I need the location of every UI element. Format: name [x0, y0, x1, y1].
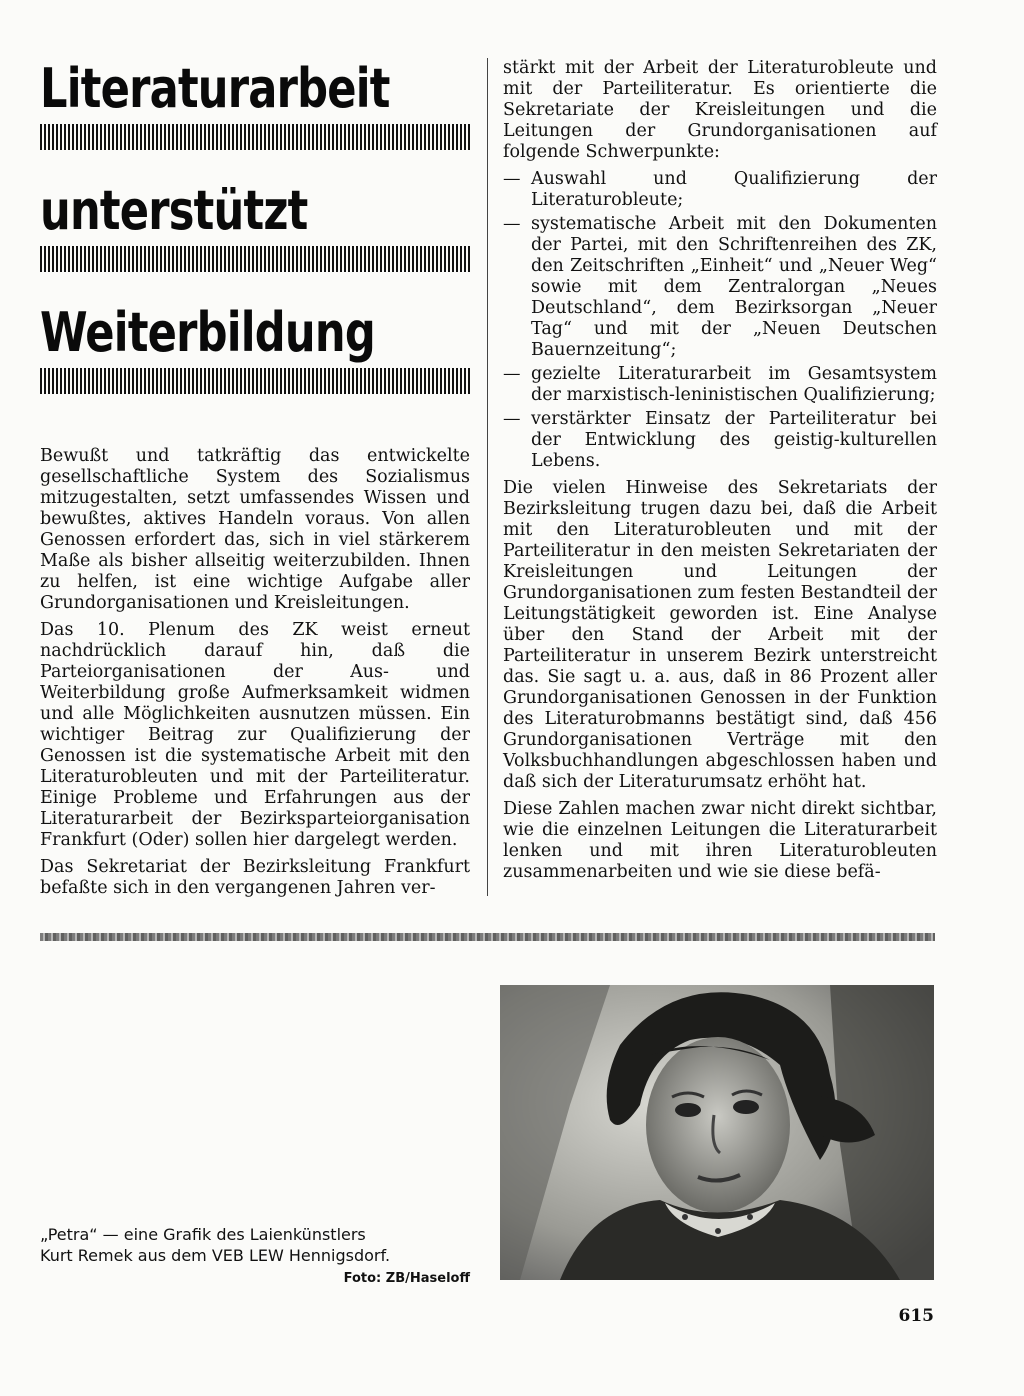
- list-item: [503, 364, 937, 406]
- page-number: 615: [898, 1306, 934, 1326]
- dash-bullet: —: [503, 409, 521, 429]
- headline-rule-1: [40, 124, 472, 150]
- paragraph: Bewußt und tatkräftig das entwickelte gesellschaftliche System des Sozialismus mitzugestalten, setzt umfassendes Wissen und bewußtes, aktives Handeln voraus. Von allen Genossen erfordert das, sich in viel stärkerem Maße als bisher allseitig weiterzubilden. Ihnen zu helfen, ist eine wichtige Aufgabe aller Grundorganisationen und Kreisleitungen.: [40, 446, 470, 613]
- section-divider: [40, 933, 935, 941]
- headline-rule-3: [40, 368, 472, 394]
- portrait-drawing: [500, 985, 934, 1280]
- photo-caption: [40, 1224, 470, 1289]
- headline-line-2: unterstützt: [40, 179, 308, 242]
- caption-line-2: Kurt Remek aus dem VEB LEW Hennigsdorf.: [40, 1246, 391, 1265]
- paragraph: Diese Zahlen machen zwar nicht direkt sichtbar, wie die einzelnen Leitungen die Literaturarbeit lenken und mit ihren Literaturobleuten zusammenarbeiten und wie sie diese befä-: [503, 799, 937, 882]
- list-item-text: gezielte Literaturarbeit im Gesamtsystem der marxistisch-leninistischen Qualifizierung;: [531, 364, 937, 405]
- headline: [40, 58, 476, 424]
- list-item: [503, 169, 937, 211]
- paragraph: Die vielen Hinweise des Sekretariats der Bezirksleitung trugen dazu bei, daß die Arbeit mit den Literaturobleuten und mit der Parteiliteratur in den meisten Sekretariaten der Kreisleitungen und Leitungen der Grundorganisationen zum festen Bestandteil der Leitungstätigkeit geworden ist. Eine Analyse über den Stand der Arbeit mit der Parteiliteratur in unserem Bezirk unterstreicht das. Sie sagt u. a. aus, daß in 86 Prozent aller Grundorganisationen Genossen in der Funktion des Literaturobmanns bestätigt sind, daß 456 Grundorganisationen Verträge mit den Volksbuchhandlungen abgeschlossen haben und daß sich der Literaturumsatz erhöht hat.: [503, 478, 937, 792]
- dash-bullet: —: [503, 169, 521, 189]
- headline-line-3: Weiterbildung: [40, 301, 375, 364]
- list-item-text: verstärkter Einsatz der Parteiliteratur bei der Entwicklung des geistig-kulturellen Lebens.: [531, 409, 937, 471]
- paragraph: stärkt mit der Arbeit der Literaturobleute und mit der Parteiliteratur. Es orientierte die Sekretariate der Kreisleitungen und die Leitungen der Grundorganisationen auf folgende Schwerpunkte:: [503, 58, 937, 162]
- dash-bullet: —: [503, 214, 521, 234]
- paragraph: Das 10. Plenum des ZK weist erneut nachdrücklich darauf hin, daß die Parteiorganisationen der Aus- und Weiterbildung große Aufmerksamkeit widmen und alle Möglichkeiten ausnutzen müssen. Ein wichtiger Beitrag zur Qualifizierung der Genossen ist die systematische Arbeit mit den Literaturobleuten und mit der Parteiliteratur. Einige Probleme und Erfahrungen aus der Literaturarbeit der Bezirksparteiorganisation Frankfurt (Oder) sollen hier dargelegt werden.: [40, 620, 470, 850]
- list-item-text: Auswahl und Qualifizierung der Literaturobleute;: [531, 169, 937, 210]
- caption-line-1: „Petra“ — eine Grafik des Laienkünstlers: [40, 1225, 366, 1244]
- column-divider: [487, 58, 488, 896]
- list-item: [503, 409, 937, 472]
- right-column: [503, 58, 937, 889]
- left-column: [40, 446, 470, 905]
- headline-line-1: Literaturarbeit: [40, 57, 390, 120]
- headline-rule-2: [40, 246, 472, 272]
- portrait-artwork: [500, 985, 934, 1280]
- paragraph: Das Sekretariat der Bezirksleitung Frankfurt befaßte sich in den vergangenen Jahren ver-: [40, 857, 470, 898]
- photo-credit: Foto: ZB/Haseloff: [343, 1271, 470, 1286]
- dash-bullet: —: [503, 364, 521, 384]
- list-item: [503, 214, 937, 361]
- list-item-text: systematische Arbeit mit den Dokumenten der Partei, mit den Schriftenreihen des ZK, den Zeitschriften „Einheit“ und „Neuer Weg“ sowie mit dem Zentralorgan „Neues Deutschland“, dem Bezirksorgan „Neuer Tag“ und mit der „Neuen Deutschen Bauernzeitung“;: [531, 214, 937, 360]
- focus-list: [503, 169, 937, 472]
